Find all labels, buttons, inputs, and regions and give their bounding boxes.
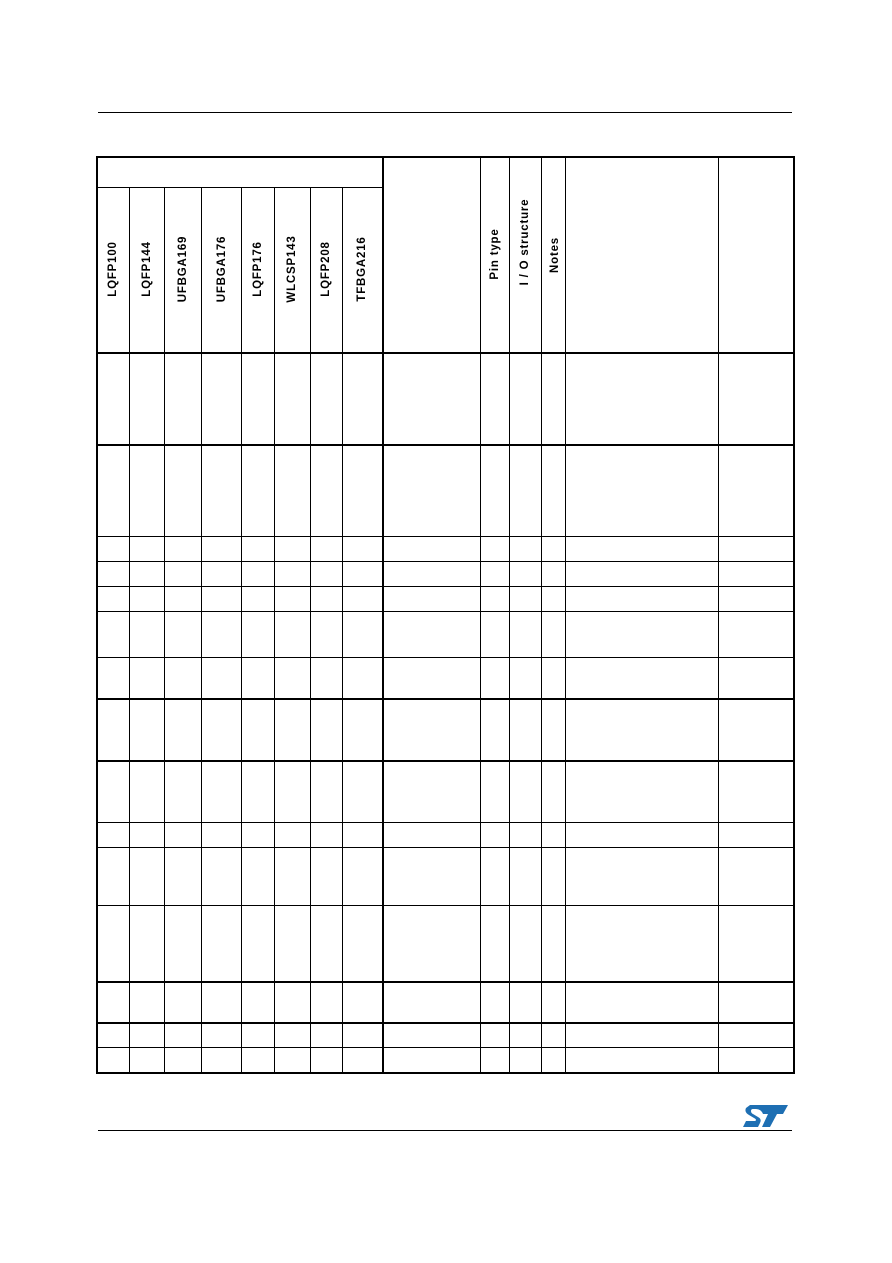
column-divider [274,187,275,1074]
header-lqfp208: LQFP208 [320,241,332,297]
header-notes: Notes [549,237,561,273]
row-divider [96,187,382,188]
header-ufbga169: UFBGA169 [177,235,189,303]
column-divider [96,156,98,1074]
column-divider [565,156,566,1074]
pin-description-table [96,156,795,1074]
column-divider [164,187,165,1074]
column-divider [129,187,130,1074]
column-divider [241,187,242,1074]
column-divider [382,156,384,1074]
st-logo-shape [743,1105,788,1127]
column-divider [718,156,719,1074]
st-logo-icon [741,1103,789,1129]
column-divider [342,187,343,1074]
column-divider [201,187,202,1074]
column-divider [480,156,481,1074]
header-lqfp176: LQFP176 [252,241,264,297]
column-divider [310,187,311,1074]
header-rule [98,112,792,113]
header-pin-type: Pin type [489,228,501,280]
header-lqfp100: LQFP100 [107,241,119,297]
header-lqfp144: LQFP144 [141,241,153,297]
row-divider [96,156,795,158]
column-divider [793,156,795,1074]
header-ufbga176: UFBGA176 [216,235,228,303]
header-tfbga216: TFBGA216 [356,236,368,302]
header-wlcsp143: WLCSP143 [286,235,298,303]
footer-rule [98,1130,792,1131]
column-divider [541,156,542,1074]
header-io-structure: I / O structure [519,198,531,286]
column-divider [509,156,510,1074]
